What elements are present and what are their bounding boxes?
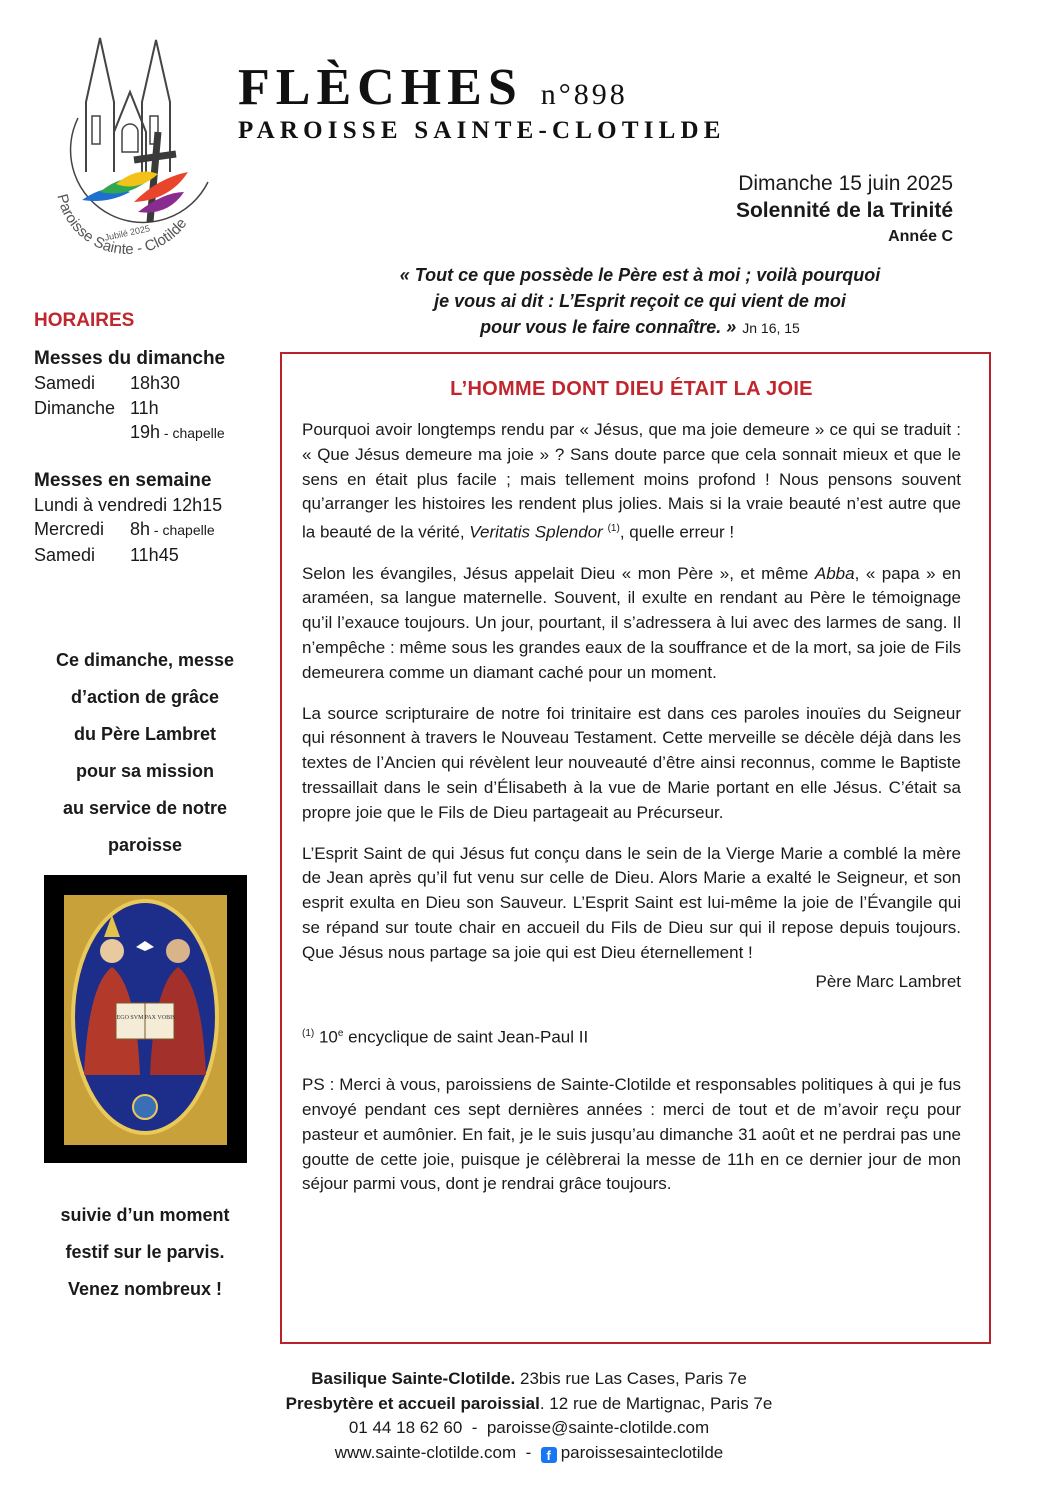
- schedule-row: Samedi 18h30: [34, 373, 181, 393]
- schedule-row: Dimanche 11h: [34, 397, 159, 418]
- issue-number: n°898: [540, 78, 628, 111]
- announcement: Ce dimanche, messe d’action de grâce du Père Lambret pour sa mission au service de notre paroisse: [55, 650, 235, 855]
- svg-text:PAX VOBIS: PAX VOBIS: [144, 1015, 176, 1021]
- quote-line: pour vous le faire connaître. »: [480, 317, 737, 337]
- article-title: L’HOMME DONT DIEU ÉTAIT LA JOIE: [450, 378, 813, 400]
- trinity-painting-icon: [44, 875, 247, 1163]
- article-signature: Père Marc Lambret: [815, 971, 961, 991]
- article-paragraph: Selon les évangiles, Jésus appelait Dieu « mon Père », et même Abba, « papa » en araméen, sa langue maternelle. Souvent, il exulte en rendant au Père le témoignage qu’il l’exauce toujours. Un jour, pourtant, il s’adressera à lui avec des larmes de sang. Il n’empêche : même sous les grandes eaux de la souffrance et de la mort, sa joie de Fils demeurera comme un diamant caché pour un moment.: [302, 563, 961, 682]
- facebook-icon: f: [541, 1447, 557, 1463]
- weekday-masses-title: Messes en semaine: [34, 469, 212, 491]
- quote-line: « Tout ce que possède le Père est à moi ; voilà pourquoi: [399, 265, 881, 285]
- footnote: $^{(1)}$ 10e encyclique de saint Jean-Paul II: [302, 1027, 589, 1047]
- quote-reference: Jn 16, 15: [742, 320, 800, 336]
- sunday-masses-title: Messes du dimanche: [34, 348, 226, 369]
- footer: [0, 1367, 1058, 1465]
- announcement-continued: suivie d’un moment festif sur le parvis. Venez nombreux !: [60, 1205, 230, 1299]
- presbytery-address: Presbytère et accueil paroissial. 12 rue de Martignac, Paris 7e: [285, 1393, 773, 1413]
- postscript: PS : Merci à vous, paroissiens de Sainte-Clotilde et responsables politiques à qui je fus envoyé pendant ces sept dernières années : merci de tout et de m’avoir reçu pour pasteur et aumônier. En fait, je le suis jusqu’au dimanche 31 août et ne perdrai pas une goutte de cette joie, puisque je célèbrerai la messe de 11h en ce dernier jour de mon séjour parmi vous, dont je rendrai grâce toujours.: [302, 1075, 961, 1194]
- schedule-sidebar: [34, 308, 256, 567]
- basilica-address: Basilique Sainte-Clotilde. 23bis rue Las Cases, Paris 7e: [311, 1369, 747, 1388]
- newsletter-title: FLÈCHES: [238, 59, 523, 116]
- web-line: www.sainte-clotilde.com - f paroissesainteclotilde: [334, 1442, 724, 1463]
- parish-logo: [38, 32, 216, 270]
- svg-text:EGO SVM: EGO SVM: [116, 1015, 144, 1021]
- svg-text:Paroisse Sainte - Clotilde: Paroisse Sainte - Clotilde: [53, 192, 191, 259]
- schedule-heading: HORAIRES: [34, 310, 135, 331]
- schedule-row: Lundi à vendredi 12h15: [34, 494, 223, 515]
- masthead: [238, 58, 958, 145]
- church-logo-icon: [38, 32, 216, 270]
- editorial-article: [280, 352, 991, 1344]
- schedule-row: Samedi 11h45: [34, 544, 179, 565]
- date-block: [736, 170, 953, 249]
- article-paragraph: La source scripturaire de notre foi trinitaire est dans ces paroles inouïes du Seigneur qui résonnent à travers le Nouveau Testament. Cette merveille se décèle déjà dans les textes de l’Ancien qui révèlent leur nouveauté d’être ainsi reconnus, comme le Baptiste tressaillait dans le sein d’Élisabeth à la vue de Marie portant en elle Jésus. C’était sa propre joie que le Fils de Dieu partageait au Précurseur.: [302, 703, 961, 822]
- feast-name: Solennité de la Trinité: [735, 199, 953, 222]
- article-paragraph: L’Esprit Saint de qui Jésus fut conçu dans le sein de la Vierge Marie a comblé la mère de Jean après qu’il fut venu sur celle de Dieu. Alors Marie a exalté le Seigneur, et son esprit exulta en Dieu son Sauveur. L’Esprit Saint est lui-même la joie de l’Évangile qui se répand sur toute chair en accueil du Fils de Dieu sur qui il repose depuis toujours. Que Jésus nous partage sa joie qui est Dieu éternellement !: [302, 843, 961, 962]
- website-link[interactable]: www.sainte-clotilde.com: [334, 1442, 517, 1462]
- liturgical-year: Année C: [888, 228, 953, 245]
- quote-line: je vous ai dit : L’Esprit reçoit ce qui vient de moi: [434, 291, 846, 311]
- schedule-row: Mercredi 8h - chapelle: [34, 519, 215, 539]
- svg-text:Jubilé 2025: Jubilé 2025: [103, 223, 151, 243]
- article-paragraph: Pourquoi avoir longtemps rendu par « Jésus, que ma joie demeure » ce qui se traduit : « Que Jésus demeure ma joie » ? Sans doute parce que cela sonnait mieux et que le sens en était plus facile ; mais tellement moins profond ! Nous pensons souvent qu’arranger les histoires les rendent plus jolies. Mais si la vraie beauté n’est autre que la beauté de la vérité, Veritatis Splendor $^{(1)}$, quelle erreur !: [302, 420, 961, 542]
- parish-name: PAROISSE SAINTE-CLOTILDE: [238, 117, 726, 144]
- trinity-painting: [44, 875, 247, 1163]
- scripture-quote: [290, 262, 990, 341]
- schedule-row: 19h - chapelle: [130, 422, 225, 442]
- contact-line[interactable]: 01 44 18 62 60 - paroisse@sainte-clotilde.com: [348, 1418, 710, 1437]
- facebook-link[interactable]: paroissesainteclotilde: [560, 1442, 724, 1462]
- issue-date: Dimanche 15 juin 2025: [738, 172, 953, 195]
